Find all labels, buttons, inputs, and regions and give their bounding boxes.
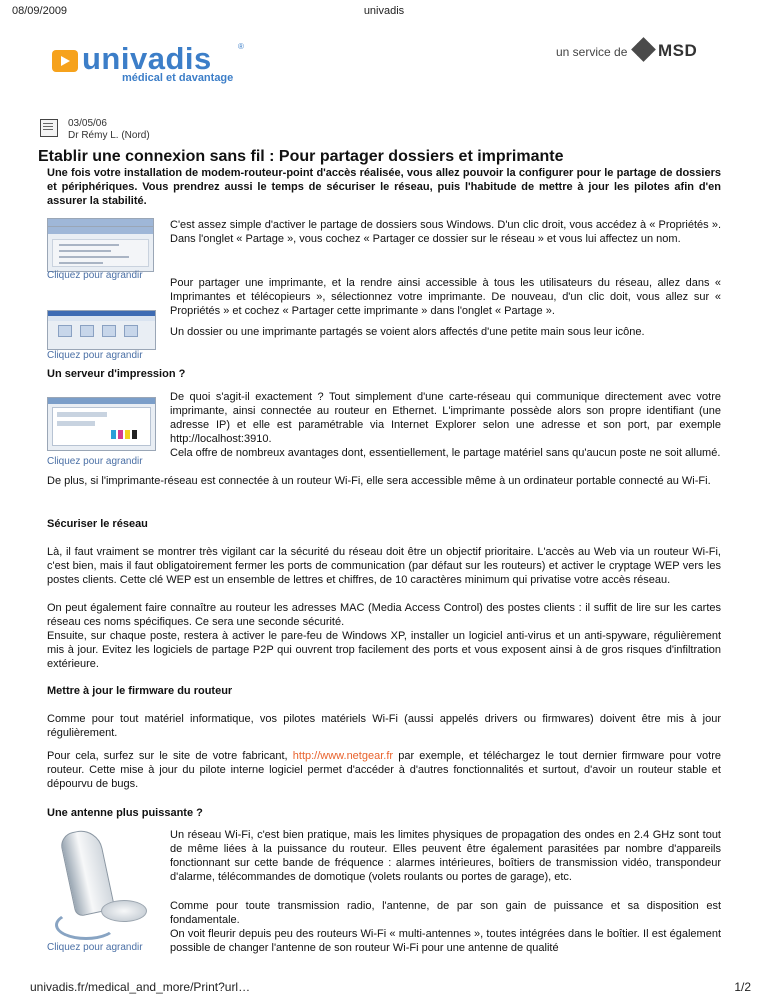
window-toolbar (48, 316, 155, 321)
netgear-link[interactable]: http://www.netgear.fr (292, 750, 394, 762)
paragraph-network-printer: De plus, si l'imprimante-réseau est connectée à un routeur Wi-Fi, elle sera accessible même à un ordinateur portable connecté au Wi-Fi. (47, 475, 711, 487)
firmware-text-after: par exemple, et téléchargez le tout dernier firmware pour votre routeur. Cette mise à jour du pilote interne logiciel permet d'accéder à d'autres fonctionnalités et surtout, d'avoir un routeur stable et dépourvu de bugs. (47, 750, 722, 790)
text-line (57, 412, 107, 417)
msd-diamond-icon (634, 40, 654, 60)
print-footer-url: univadis.fr/medical_and_more/Print?url… (30, 980, 251, 994)
partner-prefix: un service de (556, 45, 628, 59)
text-line (57, 421, 95, 426)
ink-level-magenta (118, 430, 123, 439)
paragraph-security-wep: Là, il faut vraiment se montrer très vigilant car la sécurité du réseau doit être un objectif prioritaire. L'accès au Web via un routeur Wi-Fi, c'est bien, mais il faut obligatoirement fermer les ports de communication (par défaut sur les routeurs) et activer le cryptage WEP vers les postes clients. Cette clé WEP est un ensemble de lettres et chiffres, de 10 caractères minimum qui privatise votre accès réseau. (47, 546, 721, 586)
article-document-icon (40, 119, 58, 137)
wifi-antenna-image[interactable] (53, 830, 149, 938)
print-date: 08/09/2009 (12, 5, 68, 17)
paragraph-folder-sharing: C'est assez simple d'activer le partage de dossiers sous Windows. D'un clic droit, vous accédez à « Propriétés ». Dans l'onglet « Partage », vous cochez « Partager ce dossier sur le réseau » et vous lui affectez un nom. (170, 219, 721, 245)
registered-mark: ® (238, 42, 244, 51)
antenna-base (101, 900, 147, 922)
paragraph-print-server: De quoi s'agit-il exactement ? Tout simplement d'une carte-réseau qui communique directement avec votre imprimante, ainsi connectée au routeur en Ethernet. L'imprimante possède alors son propre identifiant (une adresse IP) et elle est paramétrable via Internet Explorer selon une adresse et son port, par exemple http://localhost:3910. (170, 391, 721, 445)
dialog-body (52, 239, 149, 267)
printer-icon (124, 325, 138, 337)
paragraph-multi-antenna: On voit fleurir depuis peu des routeurs Wi-Fi « multi-antennes », toutes intégrées dans le boîtier. Il est également possible de changer l'antenne de son routeur Wi-Fi pour une antenne de qualité (170, 928, 721, 954)
ink-level-yellow (125, 430, 130, 439)
window-panel (52, 407, 151, 446)
article-author: Dr Rémy L. (Nord) (68, 130, 150, 141)
heading-print-server: Un serveur d'impression ? (47, 368, 186, 380)
enlarge-caption-1[interactable]: Cliquez pour agrandir (47, 270, 143, 281)
print-page-number: 1/2 (734, 980, 751, 994)
logo-wordmark: univadis (82, 41, 212, 76)
paragraph-print-server-advantages: Cela offre de nombreux avantages dont, essentiellement, le partage matériel sans qu'aucun poste ne soit allumé. (170, 447, 721, 459)
univadis-logo[interactable] (52, 41, 252, 90)
article-title: Etablir une connexion sans fil : Pour partager dossiers et imprimante (38, 148, 564, 165)
article-date: 03/05/06 (68, 118, 107, 129)
paragraph-security-mac: On peut également faire connaître au routeur les adresses MAC (Media Access Control) des postes clients : il suffit de lire sur les cartes réseau ces noms spécifiques. Ce sera une seconde sécurité. (47, 602, 721, 628)
partner-name: MSD (658, 41, 698, 60)
play-arrow-icon (52, 50, 78, 72)
print-site-title: univadis (363, 5, 405, 17)
text-line (59, 244, 119, 246)
printer-icon (80, 325, 94, 337)
ink-level-black (132, 430, 137, 439)
paragraph-antenna-gain: Comme pour toute transmission radio, l'antenne, de par son gain de puissance et sa disposition est fondamentale. (170, 900, 721, 926)
paragraph-firmware-download (47, 749, 721, 791)
window-titlebar (48, 398, 155, 404)
ink-level-cyan (111, 430, 116, 439)
print-server-screenshot[interactable] (47, 397, 156, 451)
article-intro: Une fois votre installation de modem-routeur-point d'accès réalisée, vous allez pouvoir la configurer pour le partage de dossiers et périphériques. Vous prendrez aussi le temps de sécuriser le réseau, puis l'habitude de mettre à jour les pilotes afin d'en assurer la stabilité. (47, 167, 721, 207)
paragraph-security-firewall: Ensuite, sur chaque poste, restera à activer le pare-feu de Windows XP, installer un logiciel anti-virus et un anti-spyware, régulièrement mis à jour. Evitez les logiciels de partage P2P qui ouvrent trop facilement des ports et vous exposent ainsi à de gros risques d'infiltration extérieure. (47, 630, 721, 670)
printer-icon (58, 325, 72, 337)
text-line (59, 250, 111, 252)
dialog-titlebar (48, 227, 153, 234)
firmware-text-before: Pour cela, surfez sur le site de votre fabricant, (47, 750, 293, 762)
paragraph-printer-sharing: Pour partager une imprimante, et la rendre ainsi accessible à tous les utilisateurs du réseau, allez dans « Imprimantes et télécopieurs », sélectionnez votre imprimante. De nouveau, d'un clic doit, vous allez sur « Propriétés » et cochez « Partager cette imprimante » dans l'onglet « Partage ». (170, 277, 721, 317)
printer-sharing-screenshot[interactable] (47, 310, 156, 350)
logo-tagline: médical et davantage (122, 72, 234, 84)
enlarge-caption-3[interactable]: Cliquez pour agrandir (47, 456, 143, 467)
heading-antenna: Une antenne plus puissante ? (47, 807, 203, 819)
printer-icon (102, 325, 116, 337)
sharing-dialog-screenshot[interactable] (47, 226, 154, 272)
text-line (59, 262, 103, 264)
enlarge-caption-4[interactable]: Cliquez pour agrandir (47, 942, 143, 953)
paragraph-shared-icon: Un dossier ou une imprimante partagés se voient alors affectés d'une petite main sous leur icône. (170, 326, 645, 338)
window-titlebar (48, 219, 153, 226)
paragraph-antenna-limits: Un réseau Wi-Fi, c'est bien pratique, mais les limites physiques de propagation des ondes en 2.4 GHz sont tout de même liées à la puissance du routeur. Elles peuvent être également parasitées par nombre d'appareils fonctionnant sur cette bande de fréquence : alarmes intérieures, boîtiers de transmission vidéo, transpondeur d'alarme, télécommandes de domotique (volets roulants ou portes de garage), etc. (170, 829, 721, 883)
heading-firmware-update: Mettre à jour le firmware du routeur (47, 685, 233, 697)
enlarge-caption-2[interactable]: Cliquez pour agrandir (47, 350, 143, 361)
text-line (59, 256, 129, 258)
heading-secure-network: Sécuriser le réseau (47, 518, 148, 530)
paragraph-firmware-drivers: Comme pour tout matériel informatique, vos pilotes matériels Wi-Fi (aussi appelés drivers ou firmwares) doivent être mis à jour régulièrement. (47, 713, 721, 739)
